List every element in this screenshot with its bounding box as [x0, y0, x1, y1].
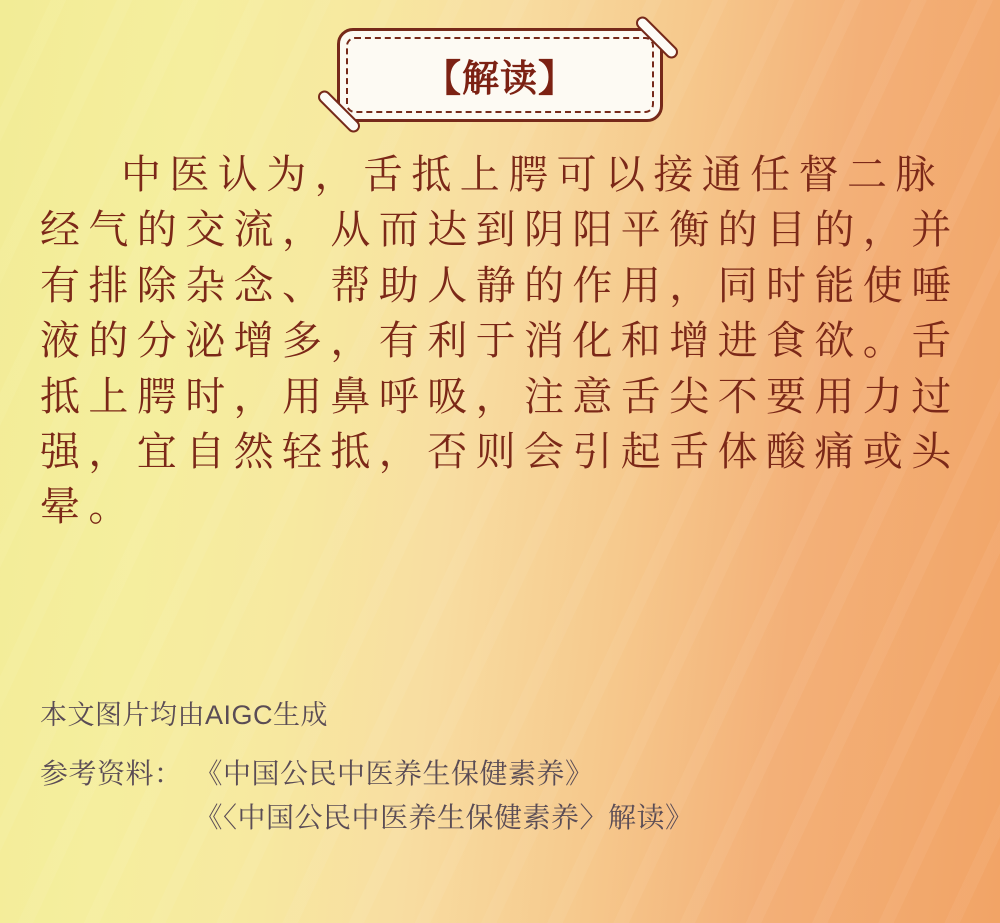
reference-title: 《〈中国公民中医养生保健素养〉解读》: [194, 802, 694, 833]
reference-title: 《中国公民中医养生保健素养》: [194, 758, 594, 789]
body-line: 经气的交流，从而达到阴阳平衡的目的，并: [40, 207, 960, 253]
body-line: 液的分泌增多，有利于消化和增进食欲。舌: [40, 318, 960, 364]
references-block: [40, 752, 694, 840]
body-line: 有排除杂念、帮助人静的作用，同时能使唾: [40, 262, 960, 308]
body-paragraph: [40, 147, 970, 535]
references-list: [195, 752, 694, 840]
body-line: 抵上腭时，用鼻呼吸，注意舌尖不要用力过: [40, 373, 960, 419]
references-label: 参考资料：: [40, 758, 183, 789]
body-line: 中医认为，舌抵上腭可以接通任督二脉: [121, 152, 944, 197]
body-line: 晕。: [40, 484, 137, 530]
body-line: 强，宜自然轻抵，否则会引起舌体酸痛或头: [40, 429, 960, 475]
title-box: [337, 28, 663, 122]
page-title: 【解读】: [424, 58, 576, 99]
image-credit-note: 本文图片均由AIGC生成: [40, 700, 329, 730]
